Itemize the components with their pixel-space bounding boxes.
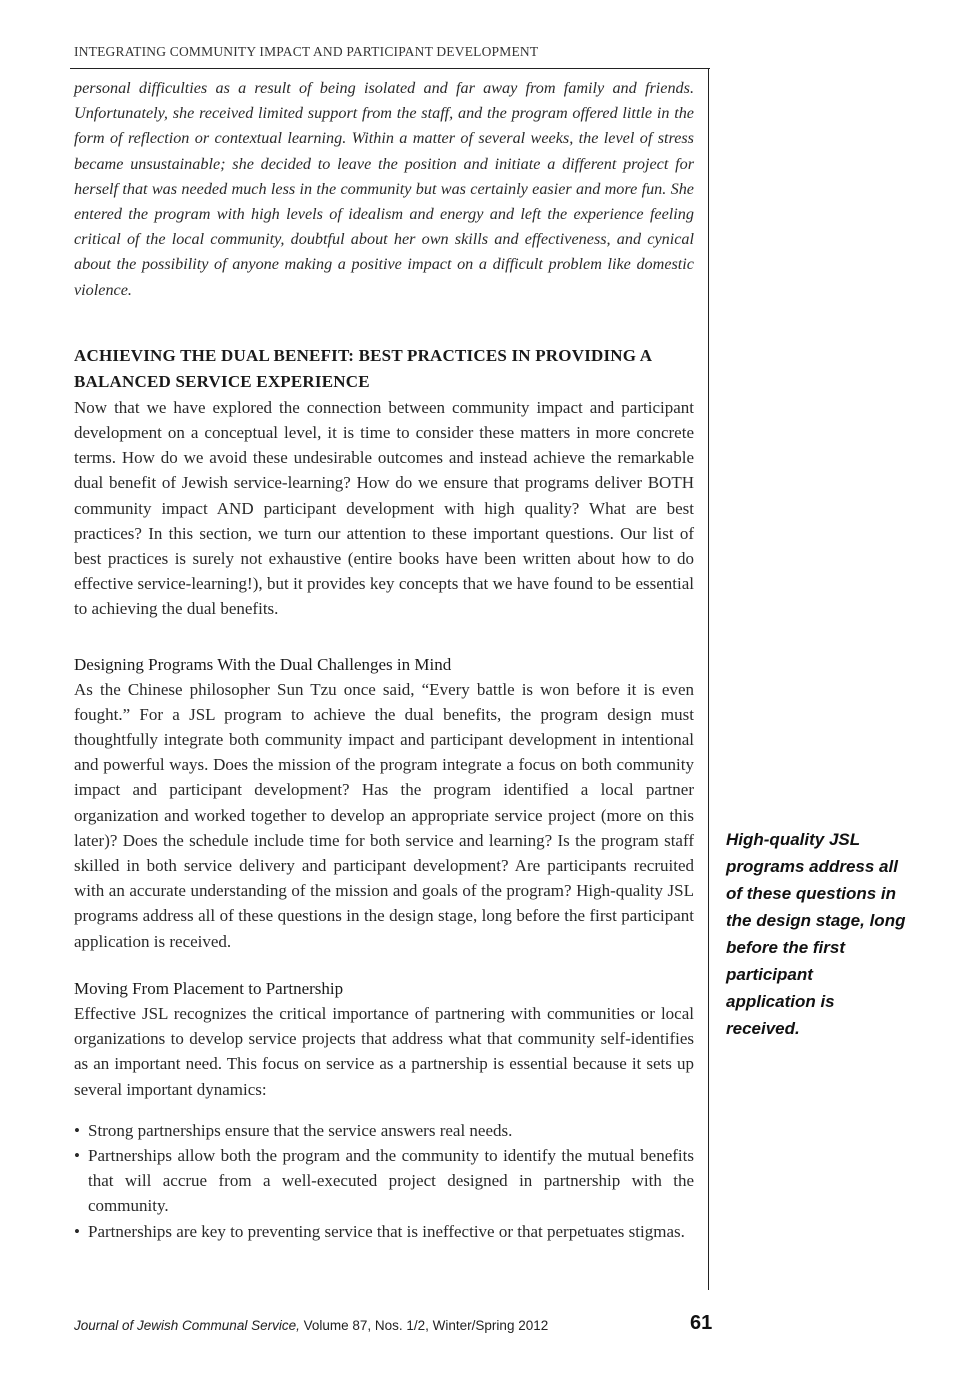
subheading-partnership: Moving From Placement to Partnership bbox=[74, 978, 344, 998]
header-rule bbox=[70, 68, 710, 69]
bullet-icon: • bbox=[74, 1145, 80, 1165]
page-number: 61 bbox=[690, 1312, 713, 1334]
list-item-text: Partnerships are key to preventing service that is ineffective or that perpetuates stigmas. bbox=[88, 1221, 685, 1241]
bullet-icon: • bbox=[74, 1120, 80, 1140]
paragraph-partnership: Effective JSL recognizes the critical importance of partnering with communities or local organizations to develop service projects that address what that community self-identifies as an important need. This focus on service as a partnership is essential because it sets up several important dynamics: bbox=[74, 1003, 694, 1099]
intro-paragraph: personal difficulties as a result of being isolated and far away from family and friends. Unfortunately, she received limited support from the staff, and the program offered little in the form of reflection or contextual learning. Within a matter of several weeks, the level of stress became unsustainable; she decided to leave the position and initiate a different project for herself that was needed much less in the community but was certainly easier and more fun. She entered the program with high levels of idealism and energy and left the experience feeling critical of the local community, doubtful about her own skills and effectiveness, and cynical about the possibility of anyone making a positive impact on a difficult problem like domestic violence. bbox=[74, 79, 694, 299]
paragraph-designing-programs: As the Chinese philosopher Sun Tzu once said, “Every battle is won before it is even fought.” For a JSL program to achieve the dual benefits, the program design must thoughtfully integrate both community impact and participant development in intentional and powerful ways. Does the mission of the program integrate a focus on both community impact and participant development? Has the program identified a local partner organization and worked together to develop an appropriate service project (more on this later)? Does the schedule include time for both service and learning? Is the program staff skilled in both service delivery and participant development? Are participants recruited with an accurate understanding of the mission and goals of the program? High-quality JSL programs address all of these questions in the design stage, long before the first participant application is received. bbox=[74, 679, 694, 951]
section-paragraph-dual-benefit: Now that we have explored the connection between community impact and participant development on a conceptual level, it is time to consider these matters in more concrete terms. How do we avoid these undesirable outcomes and instead achieve the remarkable dual benefit of Jewish service-learning? How do we ensure that programs deliver BOTH community impact AND participant development with high quality? What are best practices? In this section, we turn our attention to these important questions. Our list of best practices is surely not exhaustive (entire books have been written about how to do effective service-learning!), but it provides key concepts that we have found to be essential to achieving the dual benefits. bbox=[74, 397, 694, 619]
journal-issue: Volume 87, Nos. 1/2, Winter/Spring 2012 bbox=[299, 1318, 549, 1333]
section-designing-programs bbox=[74, 652, 694, 954]
running-head: INTEGRATING COMMUNITY IMPACT AND PARTICIPANT DEVELOPMENT bbox=[74, 44, 539, 59]
list-item bbox=[74, 1143, 694, 1219]
column-rule bbox=[708, 68, 709, 1290]
section-heading-dual-benefit: ACHIEVING THE DUAL BENEFIT: BEST PRACTICES IN PROVIDING A BALANCED SERVICE EXPERIENCE bbox=[74, 345, 652, 391]
footer-citation bbox=[74, 1318, 548, 1333]
pull-quote: High-quality JSL programs address all of these questions in the design stage, long before the first participant application is received. bbox=[726, 830, 906, 1038]
list-item bbox=[74, 1118, 694, 1143]
section-partnership bbox=[74, 976, 694, 1244]
subheading-designing-programs: Designing Programs With the Dual Challenges in Mind bbox=[74, 654, 452, 674]
list-item-text: Partnerships allow both the program and the community to identify the mutual benefits that will accrue from a well-executed project designed in partnership with the community. bbox=[88, 1145, 694, 1216]
list-item bbox=[74, 1219, 694, 1244]
bullet-icon: • bbox=[74, 1221, 80, 1241]
partnership-bullet-list bbox=[74, 1118, 694, 1244]
journal-title: Journal of Jewish Communal Service, bbox=[74, 1318, 300, 1333]
main-column bbox=[74, 76, 694, 1244]
list-item-text: Strong partnerships ensure that the service answers real needs. bbox=[88, 1120, 513, 1140]
